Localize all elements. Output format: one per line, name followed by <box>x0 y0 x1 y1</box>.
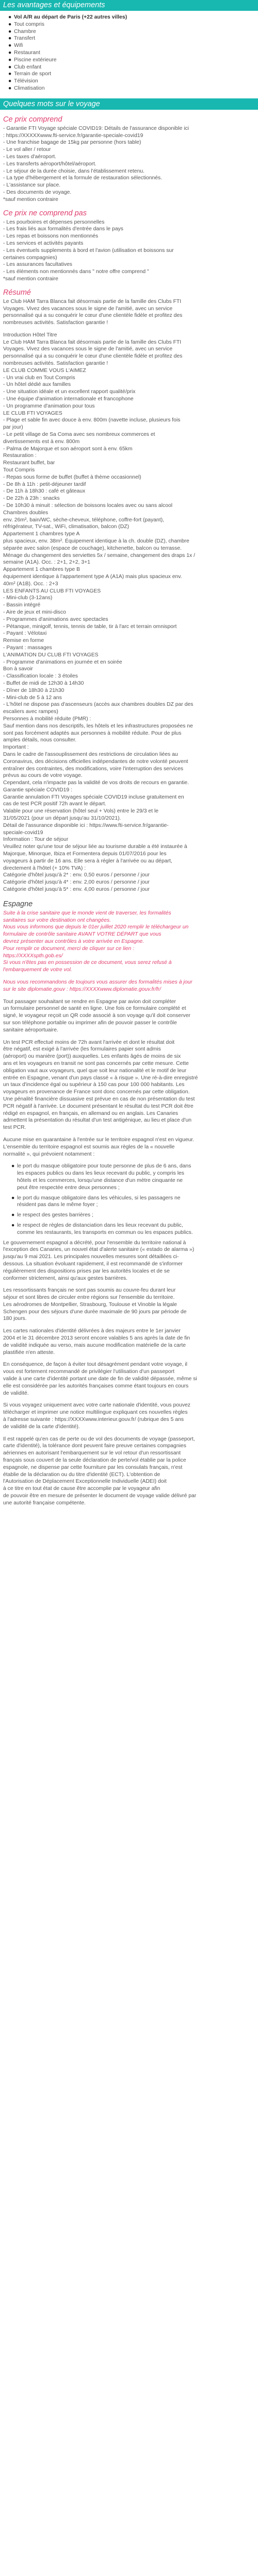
header-title: Les avantages et équipements <box>3 1 105 9</box>
text-line: Garantie spéciale COVID19 : <box>3 787 72 793</box>
text-line: amples détails, nous consulter. <box>3 737 77 743</box>
feature-item: ● Restaurant <box>8 49 40 56</box>
bullet-icon: ● <box>8 78 12 84</box>
text-line: sanitaires sur votre destination ont changées. <box>3 917 111 923</box>
text-line: speciale-covid19 <box>3 829 43 836</box>
text-line: Important : <box>3 744 29 751</box>
text-line: - De 10h30 à minuit : sélection de boissons locales avec ou sans alcool <box>3 503 173 509</box>
feature-item: ● Vol A/R au départ de Paris (+22 autres villes) <box>8 14 127 20</box>
text-line: formulaire de contrôle sanitaire AVANT VOTRE DÉPART que vous <box>3 931 162 938</box>
prix-compris-block: - Garantie FTI Voyage spéciale COVID19: Détails de l'assurance disponible ici : https://XXXXXwww.fti-service.fr/garantie-speciale-covid19 - Une franchise bagage de 15kg par personne (hors table) - Le vol aller / retour - Les taxes d'aéroport. - Les transferts aéroport/hôtel/aéroport. - Le séjour de la durée choisie, dans l'établissement retenu. - La type d'hébergement et la formule de restauration sélectionnés. - L'assistance sur place. - Des documents de voyage. *sauf mention contraire <box>3 125 189 202</box>
paragraph: Tout passager souhaitant se rendre en Espagne par avion doit compléter un formulaire personnel de santé en ligne. Une fois ce formulaire complété et signé, le voyageur reçoit un QR code associé à son voyage qu'il doit conserver sur son téléphone portable ou imprimer afin de pouvoir passer le contrôle sanitaire aéroportuaire. <box>3 998 190 1033</box>
list-item: ● le port du masque obligatoire pour toute personne de plus de 6 ans, dans les espaces publics ou dans les lieux recevant du public, y compris les hôtels et les commerces, lorsqu'une distance d'un mètre cinquante ne peut être respectée entre deux personnes ; <box>11 1163 191 1191</box>
text-line: personnalisé qui a su conquérir le cœur d'une clientèle fidèle et profitez des <box>3 353 183 360</box>
text-line: Catégorie d'hôtel jusqu'à 4* : env. 2,00 euros / personne / jour <box>3 879 150 886</box>
paragraph: Il est rappelé qu'en cas de perte ou de vol des documents de voyage (passeport, carte d'identité), la tolérance dont peuvent faire preuve certaines compagnies aériennes en autorisant l'embarquement sur le vol retour d'un ressortissant français sous couvert de la seule déclaration de perte/vol établie par la police espagnole, ne dispense par cette fourniture par les consulats français, n'est établie de la déclaration ou du titre d'identité (ECT). L'obtention de l'Autorisation de Déplacement Exceptionnelle Individuelle (ADEI) doit à ce titre en tout état de cause être accomplie par le voyageur afin de pouvoir être en mesure de présenter le document de voyage valide délivré par une autorité française compétente. <box>3 1436 197 1506</box>
resume-intro: Le Club HAM Tarra Blanca fait désormais partie de la famille des Clubs FTI Voyages. Vivez des vacances sous le signe de l'amitié, avec un service personnalisé qui a su conquérir le cœur d'une clientèle fidèle et profitez des nombreuses activités. Satisfaction garantie ! <box>3 298 183 326</box>
feature-item: ● Transfert <box>8 36 36 42</box>
prix-non-compris-title: Ce prix ne comprend pas <box>3 209 87 217</box>
paragraph: En conséquence, de façon à éviter tout désagrément pendant votre voyage, il vous est fortement recommandé de privilégier l'utilisation d'un passeport valide à une carte d'identité portant une date de fin de validité dépassée, même si elle est considérée par les autorités françaises comme étant toujours en cours de validité. <box>3 1362 197 1396</box>
bullet-icon: ● <box>8 36 12 42</box>
text-line: Si vous n'êtes pas en possession de ce document, vous serez refusé à <box>3 960 172 966</box>
text-line: équipement identique à l'appartement type A (A1A) mais plus spacieux env. <box>3 573 182 580</box>
prix-compris-title: Ce prix comprend <box>3 115 62 124</box>
text-line: Restauration : <box>3 453 37 459</box>
text-line: Restaurant buffet, bar <box>3 460 55 466</box>
feature-item: ● Climatisation <box>8 85 45 91</box>
text-line: Tout Compris <box>3 467 35 473</box>
main-content <box>0 115 258 1507</box>
text-line: Valable pour une réservation (hôtel seul + Vols) entre le 29/3 et le <box>3 808 159 815</box>
text-line: prévus au cours de votre voyage. <box>3 773 83 779</box>
text-line: - Plage et sable fin avec douce à env. 800m (navette incluse, plusieurs fois <box>3 417 181 423</box>
text-line: L'ANIMATION DU CLUB FTI VOYAGES <box>3 652 99 658</box>
text-line: Nous vous recommandons de toujours vous assurer des formalités mises à jour <box>3 979 192 986</box>
text-line: Personnes à mobilité réduite (PMR) : <box>3 716 91 722</box>
text-line: Sauf mention dans nos descriptifs, les hôtels et les infrastructures proposées ne <box>3 723 193 729</box>
bullet-icon: ● <box>8 71 12 77</box>
text-line: - Un hôtel dédié aux familles <box>3 382 71 388</box>
text-line: Voyages. Vivez des vacances sous le signe de l'amitié, avec un service <box>3 346 173 352</box>
text-line: nombreuses activités. Satisfaction garantie ! <box>3 361 108 367</box>
text-line: - Mini-club de 5 à 12 ans <box>3 694 62 701</box>
text-line: - Mini-club (3-12ans) <box>3 595 53 601</box>
text-line: Chambres doubles <box>3 510 49 516</box>
bullet-icon: ● <box>8 43 12 49</box>
espagne-title: Espagne <box>3 900 33 908</box>
bullet-icon: ● <box>8 57 12 63</box>
bullet-icon: ● <box>8 21 12 27</box>
text-line: Nous vous informons que depuis le 01er juillet 2020 remplir le téléchargeur un <box>3 924 189 930</box>
paragraph: Si vous voyagez uniquement avec votre carte nationale d'identité, vous pouvez télécharger et imprimer une notice multilingue expliquant ces nouvelles règles à l'adresse suivante : https://XXXXwww.interieur.gouv.fr/ (rubrique des 5 ans de validité de la carte d'identité). <box>3 1402 190 1430</box>
prix-non-compris-block: - Les pourboires et dépenses personnelles - Les frais liés aux formalités d'entrée dans le pays - Les repas et boissons non mentionnés - Les services et activités payants - Les éventuels supplements à bord et l'avion (utilisation et boissons sur certaines compagnies) - Les assurances facultatives - Les éléments non mentionnés dans " notre offre comprend " *sauf mention contraire <box>3 219 174 282</box>
text-line: Cependant, cela n'impacte pas la validité de vos droits de recours en garantie. <box>3 780 189 786</box>
text-line: plus spacieux, env. 38m². Équipement identique à la ch. double (DZ), chambre <box>3 538 189 544</box>
text-line: semaine (A1A). Occ. : 2+1, 2+2, 3+1 <box>3 560 90 566</box>
text-line: devrez présenter aux contrôles à votre arrivée en Espagne. <box>3 939 144 945</box>
text-line: - De 22h à 23h : snacks <box>3 496 60 502</box>
feature-item: ● Piscine extérieure <box>8 57 57 63</box>
text-line: sont pas forcément adaptés aux personnes à mobilité réduite. Pour de plus <box>3 730 182 736</box>
feature-item: ● Télévision <box>8 78 38 84</box>
text-line: 31/05/2021 (pour un départ jusqu'au 31/10/2021). <box>3 816 121 822</box>
text-line: Information : Tour de séjour <box>3 837 69 843</box>
text-line: sur le site diplomatie.gouv : https://XXXXwww.diplomatie.gouv.fr/fr/ <box>3 986 161 992</box>
espagne-paragraphs-2 <box>3 1240 255 1507</box>
text-line: - Dîner de 18h30 à 21h30 <box>3 687 64 693</box>
text-line: - Le petit village de Sa Coma avec ses nombreux commerces et <box>3 432 155 438</box>
text-line: - Bassin intégré <box>3 602 41 608</box>
text-line: par jour) <box>3 425 23 431</box>
paragraph: Les ressortissants français ne sont pas soumis au couvre-feu durant leur séjour et sont libres de circuler entre régions sur l'ensemble du territoire. Les aérodromes de Montpellier, Strasbourg, Toulouse et Vinoble la légale Schengen pour des séjours d'une durée maximale de 90 jours par période de 180 jours. <box>3 1287 187 1322</box>
paragraph: Le gouvernement espagnol a décrété, pour l'ensemble du territoire national à l'exception des Canaries, un nouvel état d'alerte sanitaire (« estado de alarma ») jusqu'au 9 mai 2021. Les principales nouvelles mesures sont détaillées ci- dessous. La situation évoluant rapidement, il est recommandé de s'informer régulièrement des dispositions prises par les autorités locales et de se conformer strictement, ainsi qu'aux gestes barrières. <box>3 1240 195 1281</box>
bullet-icon: ● <box>11 1222 15 1228</box>
espagne-rules-list <box>3 1163 255 1236</box>
text-line: - Payant : massages <box>3 645 52 651</box>
espagne-sanitary-notice <box>3 910 255 974</box>
feature-item: ● Wifi <box>8 43 23 49</box>
text-line: https://XXXXspth.gob.es/ <box>3 953 63 959</box>
text-line: - Programmes d'animations avec spectacles <box>3 616 108 622</box>
text-line: - Une équipe d'animation internationale et francophone <box>3 396 134 402</box>
text-line: - Pétanque, minigolf, tennis, tennis de table, tir à l'arc et terrain omnisport <box>3 623 177 630</box>
text-line: Détail de l'assurance disponible ici : https://www.fti-service.fr/garantie- <box>3 822 169 828</box>
text-line: Suite à la crise sanitaire que le monde vient de traverser, les formalités <box>3 910 171 916</box>
list-item: ● le port du masque obligatoire dans les véhicules, si les passagers ne résident pas dans le même foyer ; <box>11 1195 181 1208</box>
feature-item: ● Chambre <box>8 28 36 35</box>
text-line: LES ENFANTS AU CLUB FTI VOYAGES <box>3 588 101 594</box>
feature-item: ● Terrain de sport <box>8 71 52 77</box>
text-line: - Un vrai club en Tout Compris <box>3 375 75 381</box>
text-line: - Payant : Vélotaxi <box>3 631 47 637</box>
feature-item: ● Club enfant <box>8 64 42 70</box>
paragraph: Les cartes nationales d'identité délivrées à des majeurs entre le 1er janvier 2004 et le 31 décembre 2013 seront encore valables 5 ans après la date de fin de validité indiquée au verso, mais aucune modification matérielle de la carte plastifiée n'en atteste. <box>3 1328 190 1355</box>
resume-title: Résumé <box>3 288 31 297</box>
hotel-description <box>3 332 255 893</box>
text-line: entraîner des contraintes, des modifications, voire l'interruption des services <box>3 766 184 772</box>
text-line: Appartement 1 chambres type B <box>3 567 80 573</box>
bullet-icon: ● <box>11 1163 15 1170</box>
text-line: - De 8h à 11h : petit-déjeuner tardif <box>3 481 86 487</box>
paragraph: Un test PCR effectué moins de 72h avant l'arrivée et dont le résultat doit être négatif, est exigé à l'arrivée (les formulaires papier sont admis (aéroport) ou manière (port)) auxquelles. Les enfants âgés de moins de six ans et les voyageurs en transit ne sont pas concernés par cette mesure. Cette obligation vaut aux voyageurs, quel que soit leur nationalité et le motif de leur entrée en Espagne, venant d'un pays classé « à risque ». Une ré-à-dire enregistré un taux d'incidence égal ou supérieur à 150 cas pour 100 000 habitants. Les voyageurs en provenance de France sont donc concernés par cette obligation. Une pénalité financière dissuasive est prévue en cas de non présentation du test PCR négatif à l'arrivée. Le document présentant le résultat du test PCR doit être rédigé en espagnol, en français, en allemand ou en anglais. Les Canaries admettent la présentation du résultat d'un test antigénique, au lieu et place d'un test PCR. <box>3 1039 198 1131</box>
text-line: directement à l'hôtel (+ 10% TVA) : <box>3 865 86 871</box>
text-line: LE CLUB FTI VOYAGES <box>3 410 62 416</box>
text-line: LE CLUB COMME VOUS L'AIMEZ <box>3 367 86 374</box>
bullet-icon: ● <box>11 1212 15 1218</box>
text-line: Dans le cadre de l'assouplissement des restrictions de circulation liées au <box>3 751 178 757</box>
section-banner <box>0 98 258 110</box>
text-line: cas de test PCR positif 72h avant le départ. <box>3 801 106 807</box>
text-line: escaliers avec rampes) <box>3 709 58 715</box>
feature-item: ● Tout compris <box>8 21 44 27</box>
text-line: Bon à savoir <box>3 666 33 672</box>
text-line: Garantie annulation FTI Voyages spéciale COVID19 incluse gratuitement en <box>3 794 184 800</box>
text-line: séparée avec salon (espace de couchage), kitchenette, balcon ou terrasse. <box>3 545 182 551</box>
text-line: l'embarquement de votre vol. <box>3 967 72 973</box>
text-line: env. 26m², bain/WC, sèche-cheveux, téléphone, coffre-fort (payant), <box>3 517 165 523</box>
bullet-icon: ● <box>8 49 12 56</box>
text-line: - Buffet de midi de 12h30 à 14h30 <box>3 680 84 686</box>
text-line: Introduction Hôtel Titre <box>3 332 57 338</box>
text-line: - Une situation idéale et un excellent rapport qualité/prix <box>3 389 136 395</box>
text-line: - Classification locale : 3 étoiles <box>3 673 78 680</box>
text-line: Coronavirus, des décisions officielles indépendantes de notre volonté peuvent <box>3 758 188 765</box>
text-line: Veuillez noter qu'une tour de séjour liée au tourisme durable a été instaurée à <box>3 844 187 850</box>
text-line: - Aire de jeux et mini-disco <box>3 609 66 615</box>
bullet-icon: ● <box>8 64 12 70</box>
text-line: Pour remplir ce document, merci de cliquer sur ce lien : <box>3 945 135 952</box>
features-list <box>0 14 258 92</box>
list-item: ● le respect de règles de distanciation dans les lieux recevant du public, comme les restaurants, les transports en commun ou les espaces publics. <box>11 1222 193 1235</box>
paragraph: Aucune mise en quarantaine à l'entrée sur le territoire espagnol n'est en vigueur. L'ensemble du territoire espagnol est soumis aux règles de la « nouvelle normalité », qui prévoient notamment : <box>3 1137 195 1157</box>
text-line: Catégorie d'hôtel jusqu'à 2* : env. 0,50 euros / personne / jour <box>3 872 150 878</box>
text-line: Le Club HAM Tarra Blanca fait désormais partie de la famille des Clubs FTI <box>3 339 182 345</box>
text-line: Ménage du changement des serviettes 5x / semaine, changement des draps 1x / <box>3 552 195 558</box>
text-line: - Un programme d'animation pour tous <box>3 403 95 409</box>
bullet-icon: ● <box>8 85 12 91</box>
text-line: Remise en forme <box>3 638 44 644</box>
bullet-icon: ● <box>8 28 12 35</box>
text-line: divertissements est à env. 800m <box>3 438 80 445</box>
bullet-icon: ● <box>11 1195 15 1201</box>
espagne-diplomatie-notice <box>3 979 255 993</box>
bullet-icon: ● <box>8 14 12 20</box>
text-line: voyageurs à partir de 16 ans. Elle sera à régler à l'arrivée ou au départ, <box>3 858 172 864</box>
text-line: Majorque, Minorque, Ibiza et Formentera depuis 01/07/2016 pour les <box>3 851 167 857</box>
text-line: - Repas sous forme de buffet (buffet à thème occasionnel) <box>3 474 141 480</box>
text-line: - De 11h à 18h30 : café et gâteaux <box>3 488 86 495</box>
text-line: - Programme d'animations en journée et en soirée <box>3 659 122 665</box>
list-item: ● le respect des gestes barrières ; <box>11 1212 93 1218</box>
section-title: Quelques mots sur le voyage <box>3 99 100 108</box>
text-line: Catégorie d'hôtel jusqu'à 5* : env. 4,00 euros / personne / jour <box>3 887 150 893</box>
text-line: Appartement 1 chambres type A <box>3 531 80 537</box>
text-line: - Palma de Majorque et son aéroport sont à env. 65km <box>3 446 133 452</box>
text-line: réfrigérateur, TV-sat., WiFi, climatisation, balcon (DZ) <box>3 524 130 530</box>
espagne-paragraphs <box>3 998 255 1158</box>
text-line: - L'hôtel ne dispose pas d'ascenseurs (accès aux chambres doubles DZ par des <box>3 702 194 708</box>
header-banner <box>0 0 258 11</box>
text-line: 40m² (A1B). Occ. : 2+3 <box>3 581 58 587</box>
